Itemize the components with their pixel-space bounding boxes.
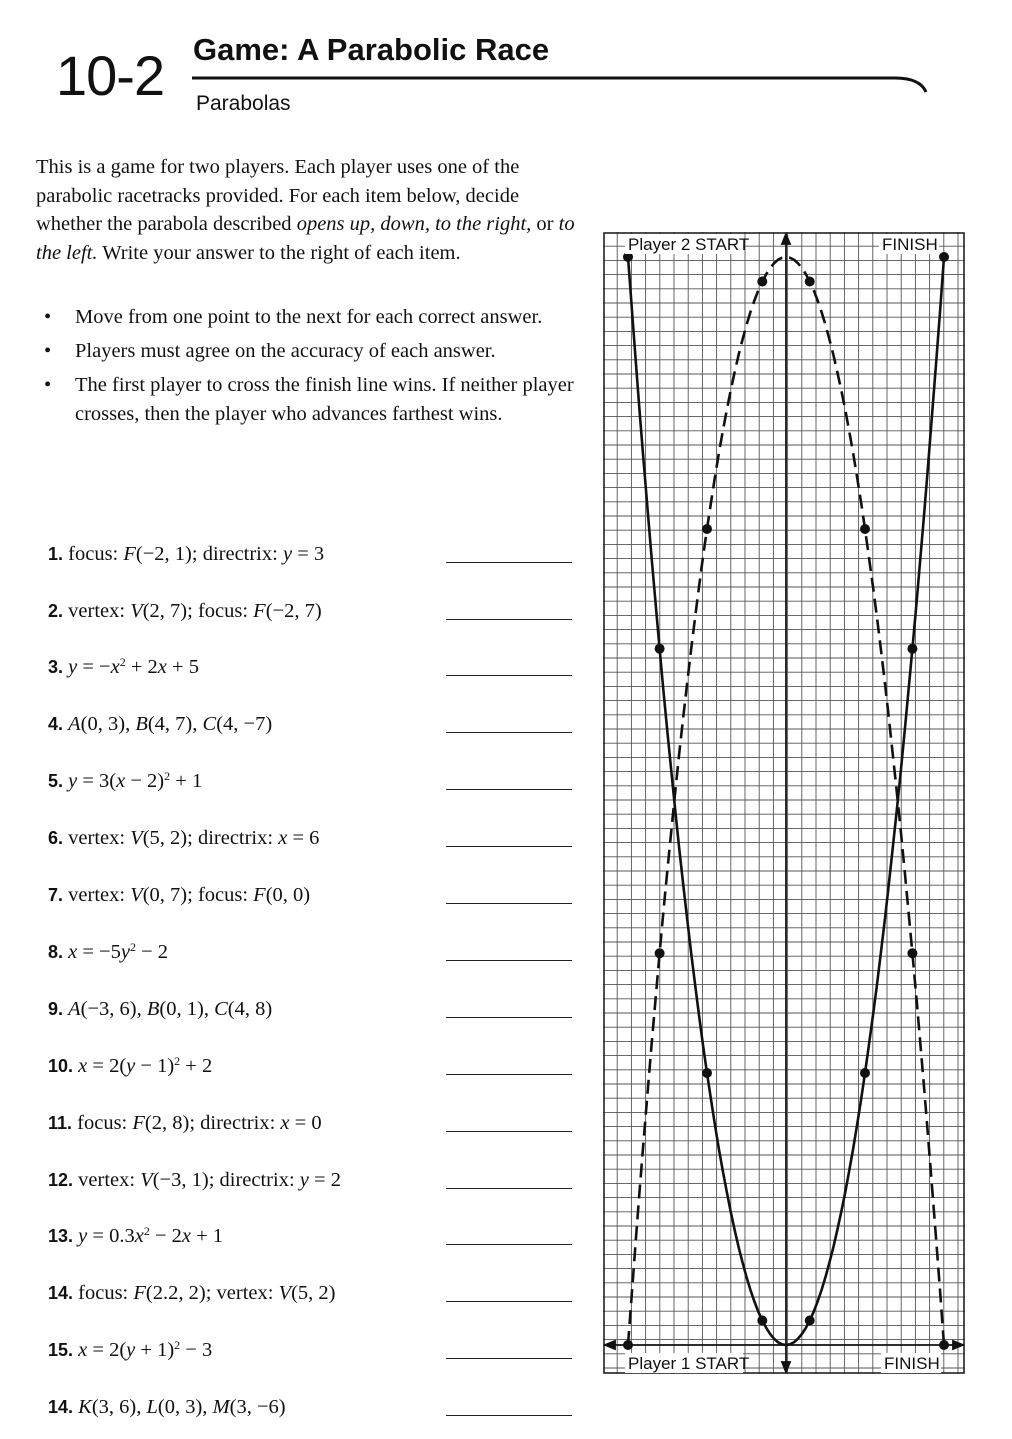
track-point bbox=[655, 644, 665, 654]
item-1: 1. focus: F(−2, 1); directrix: y = 3 bbox=[48, 539, 572, 569]
rule-item: • Players must agree on the accuracy of each answer. bbox=[36, 337, 581, 366]
player-1-start-label: Player 1 START bbox=[628, 1354, 750, 1373]
item-14: 14. focus: F(2.2, 2); vertex: V(5, 2) bbox=[48, 1278, 572, 1308]
item-6: 6. vertex: V(5, 2); directrix: x = 6 bbox=[48, 823, 572, 853]
item-4: 4. A(0, 3), B(4, 7), C(4, −7) bbox=[48, 709, 572, 739]
intro-text-2: or bbox=[531, 213, 559, 235]
item-2: 2. vertex: V(2, 7); focus: F(−2, 7) bbox=[48, 596, 572, 626]
answer-blank[interactable] bbox=[446, 1131, 572, 1132]
rules-list bbox=[36, 303, 581, 434]
item-12: 12. vertex: V(−3, 1); directrix: y = 2 bbox=[48, 1165, 572, 1195]
item-8: 8. $x = -5y^2 - 2$ bbox=[48, 937, 572, 967]
axes bbox=[605, 234, 963, 1372]
intro-emphasis-1: opens up, down, to the right, bbox=[296, 213, 532, 235]
instructions bbox=[36, 153, 581, 267]
grid-lines bbox=[603, 232, 965, 1374]
track-point bbox=[860, 524, 870, 534]
answer-blank[interactable] bbox=[446, 903, 572, 904]
track-point bbox=[860, 1068, 870, 1078]
answer-blank[interactable] bbox=[446, 1074, 572, 1075]
track-point bbox=[907, 644, 917, 654]
answer-blank[interactable] bbox=[446, 732, 572, 733]
item-10: 10. $x = 2(y - 1)^2 + 2$ bbox=[48, 1051, 572, 1081]
answer-blank[interactable] bbox=[446, 960, 572, 961]
track-point bbox=[939, 252, 949, 262]
answer-blank[interactable] bbox=[446, 619, 572, 620]
track-point bbox=[939, 1340, 949, 1350]
header-rule bbox=[190, 70, 930, 100]
rule-item: • The first player to cross the finish line wins. If neither player crosses, then the player who advances farthest wins. bbox=[36, 371, 581, 429]
track-point bbox=[805, 277, 815, 287]
track-point bbox=[907, 948, 917, 958]
lesson-number: 10-2 bbox=[56, 44, 165, 107]
intro-emphasis-2: to the left. bbox=[36, 213, 575, 264]
intro-text-3: Write your answer to the right of each item. bbox=[97, 241, 461, 264]
answer-blank[interactable] bbox=[446, 1415, 572, 1416]
item-15: 15. $x = 2(y + 1)^2 - 3$ bbox=[48, 1335, 572, 1365]
grid-border bbox=[604, 233, 964, 1373]
item-5: 5. $y = 3(x - 2)^2 + 1$ bbox=[48, 766, 572, 796]
page-subtitle: Parabolas bbox=[196, 92, 291, 115]
answer-blank[interactable] bbox=[446, 789, 572, 790]
item-3: 3. $y = -x^2 + 2x + 5$ bbox=[48, 652, 572, 682]
item-7: 7. vertex: V(0, 7); focus: F(0, 0) bbox=[48, 880, 572, 910]
intro-text-1: This is a game for two players. Each player uses one of the parabolic racetracks provided. For each item below, decide whether the parabola described bbox=[36, 156, 520, 235]
track-point bbox=[623, 1340, 633, 1350]
answer-blank[interactable] bbox=[446, 675, 572, 676]
track-point bbox=[757, 1316, 767, 1326]
answer-blank[interactable] bbox=[446, 1188, 572, 1189]
finish-label-bottom: FINISH bbox=[884, 1354, 940, 1373]
answer-blank[interactable] bbox=[446, 1244, 572, 1245]
answer-blank[interactable] bbox=[446, 562, 572, 563]
item-13: 13. $y = 0.3x^2 - 2x + 1$ bbox=[48, 1221, 572, 1251]
answer-blank[interactable] bbox=[446, 1301, 572, 1302]
track-point bbox=[655, 948, 665, 958]
item-16: 14. K(3, 6), L(0, 3), M(3, −6) bbox=[48, 1392, 572, 1422]
answer-blank[interactable] bbox=[446, 846, 572, 847]
track-point bbox=[757, 277, 767, 287]
finish-label-top: FINISH bbox=[882, 235, 938, 254]
track-point bbox=[702, 524, 712, 534]
racetrack-grid bbox=[603, 232, 965, 1374]
rule-item: • Move from one point to the next for each correct answer. bbox=[36, 303, 581, 332]
answer-blank[interactable] bbox=[446, 1358, 572, 1359]
item-9: 9. A(−3, 6), B(0, 1), C(4, 8) bbox=[48, 994, 572, 1024]
track-point bbox=[702, 1068, 712, 1078]
item-11: 11. focus: F(2, 8); directrix: x = 0 bbox=[48, 1108, 572, 1138]
answer-blank[interactable] bbox=[446, 1017, 572, 1018]
track-point bbox=[805, 1316, 815, 1326]
player-2-start-label: Player 2 START bbox=[628, 235, 750, 254]
page-title: Game: A Parabolic Race bbox=[193, 32, 550, 67]
